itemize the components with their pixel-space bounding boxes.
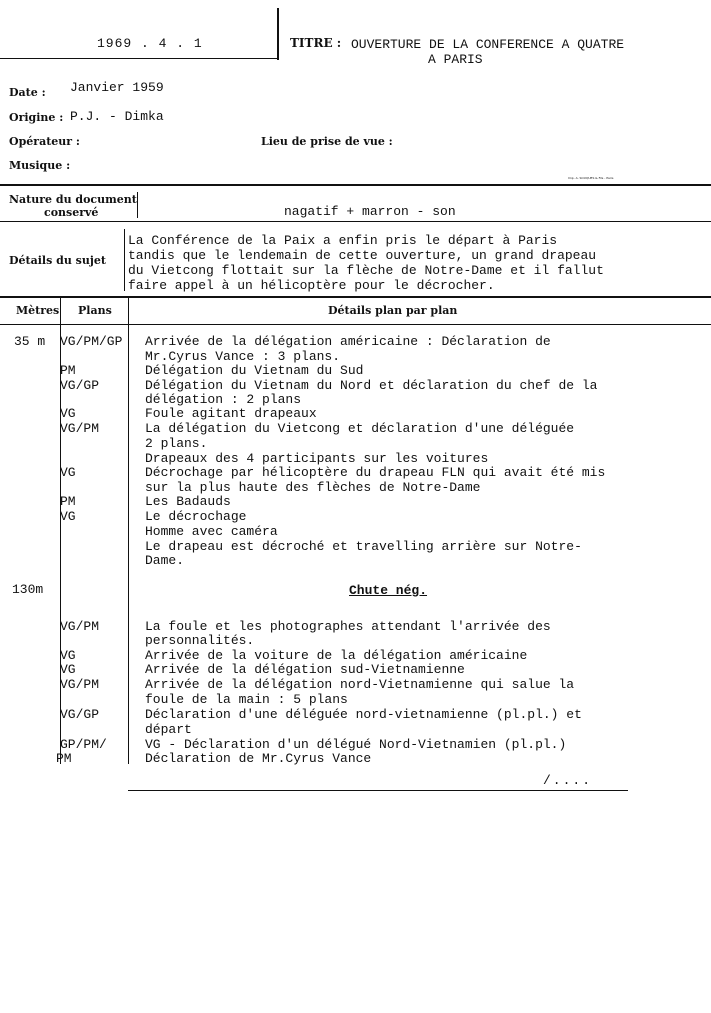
detail-cell: Délégation du Vietnam du Sud xyxy=(145,363,364,378)
plan-cell: VG/PM/GP xyxy=(60,334,123,349)
detail-cell: Drapeaux des 4 participants sur les voitures xyxy=(145,451,489,466)
detail-cell: La foule et les photographes attendant l'arrivée des xyxy=(145,619,551,634)
details-line-2: tandis que le lendemain de cette ouverture, un grand drapeau xyxy=(128,248,597,263)
detail-cell: foule de la main : 5 plans xyxy=(145,692,348,707)
plan-cell: GP/PM/ xyxy=(60,737,107,752)
plan-cell: VG xyxy=(60,509,76,524)
metre-35m: 35 m xyxy=(14,334,46,349)
plan-cell: VG xyxy=(60,648,76,663)
date-value: Janvier 1959 xyxy=(70,80,164,95)
plan-cell: VG/GP xyxy=(60,707,100,722)
header-plans: Plans xyxy=(78,304,112,317)
detail-cell: Le drapeau est décroché et travelling arrière sur Notre- xyxy=(145,539,582,554)
musique-label: Musique : xyxy=(9,159,71,172)
operateur-label: Opérateur : xyxy=(9,135,80,148)
details-label: Détails du sujet xyxy=(9,254,106,267)
column-divider-plans xyxy=(128,297,129,764)
detail-cell: Foule agitant drapeaux xyxy=(145,406,317,421)
details-divider xyxy=(124,229,125,291)
plan-cell: PM xyxy=(60,494,76,509)
detail-cell: délégation : 2 plans xyxy=(145,392,302,407)
nature-value: nagatif + marron - son xyxy=(284,204,456,219)
lieu-label: Lieu de prise de vue : xyxy=(261,135,393,148)
rule-nature-top xyxy=(0,184,711,186)
rule-bottom xyxy=(128,790,628,791)
details-line-4: faire appel à un hélicoptère pour le décrocher. xyxy=(128,278,495,293)
rule-nature-bottom xyxy=(0,221,711,222)
plan-cell: VG/PM xyxy=(60,619,100,634)
header-metres: Mètres xyxy=(16,304,60,317)
plan-cell: VG xyxy=(60,406,76,421)
header-underline xyxy=(0,58,279,59)
detail-cell: Arrivée de la délégation sud-Vietnamienne xyxy=(145,662,465,677)
detail-cell: Arrivée de la délégation américaine : Déclaration de xyxy=(145,334,551,349)
detail-cell: sur la plus haute des flèches de Notre-Dame xyxy=(145,480,481,495)
detail-cell: Déclaration de Mr.Cyrus Vance xyxy=(145,751,372,766)
plan-cell: VG xyxy=(60,662,76,677)
detail-cell: départ xyxy=(145,722,192,737)
detail-cell: Délégation du Vietnam du Nord et déclaration du chef de la xyxy=(145,378,598,393)
details-line-1: La Conférence de la Paix a enfin pris le départ à Paris xyxy=(128,233,558,248)
printer-imprint: Imp. A. SOUQUES & Fils - Paris xyxy=(568,176,614,180)
nature-divider xyxy=(137,192,138,218)
date-label: Date : xyxy=(9,86,46,99)
titre-label: TITRE : xyxy=(290,36,342,50)
plan-cell: VG/GP xyxy=(60,378,100,393)
chute-neg-heading: Chute nég. xyxy=(349,583,428,598)
details-line-3: du Vietcong flottait sur la flèche de Notre-Dame et il fallut xyxy=(128,263,604,278)
plan-cell: VG xyxy=(60,465,76,480)
origine-value: P.J. - Dimka xyxy=(70,109,164,124)
metre-130m: 130m xyxy=(12,582,44,597)
plan-cell: PM xyxy=(56,751,72,766)
nature-label-line2: conservé xyxy=(44,206,99,219)
detail-cell: Décrochage par hélicoptère du drapeau FLN qui avait été mis xyxy=(145,465,606,480)
detail-cell: VG - Déclaration d'un délégué Nord-Vietnamien (pl.pl.) xyxy=(145,737,567,752)
detail-cell: Déclaration d'une déléguée nord-vietnamienne (pl.pl.) et xyxy=(145,707,582,722)
nature-label-line1: Nature du document xyxy=(9,193,137,206)
detail-cell: personnalités. xyxy=(145,633,255,648)
plan-cell: PM xyxy=(60,363,76,378)
plan-cell: VG/PM xyxy=(60,421,100,436)
origine-label: Origine : xyxy=(9,111,64,124)
continuation-mark: /.... xyxy=(543,773,593,788)
header-detail: Détails plan par plan xyxy=(328,304,458,317)
titre-line-2: A PARIS xyxy=(428,52,483,67)
rule-table-header-bottom xyxy=(0,324,711,325)
detail-cell: La délégation du Vietcong et déclaration d'une déléguée xyxy=(145,421,575,436)
detail-cell: Homme avec caméra xyxy=(145,524,278,539)
detail-cell: Arrivée de la délégation nord-Vietnamienne qui salue la xyxy=(145,677,575,692)
detail-cell: Dame. xyxy=(145,553,185,568)
rule-table-top xyxy=(0,296,711,298)
plan-cell: VG/PM xyxy=(60,677,100,692)
document-reference: 1969 . 4 . 1 xyxy=(97,36,203,51)
detail-cell: Mr.Cyrus Vance : 3 plans. xyxy=(145,349,341,364)
detail-cell: Les Badauds xyxy=(145,494,231,509)
detail-cell: 2 plans. xyxy=(145,436,208,451)
detail-cell: Le décrochage xyxy=(145,509,247,524)
detail-cell: Arrivée de la voiture de la délégation américaine xyxy=(145,648,528,663)
titre-line-1: OUVERTURE DE LA CONFERENCE A QUATRE xyxy=(351,37,625,52)
header-divider xyxy=(277,8,279,60)
